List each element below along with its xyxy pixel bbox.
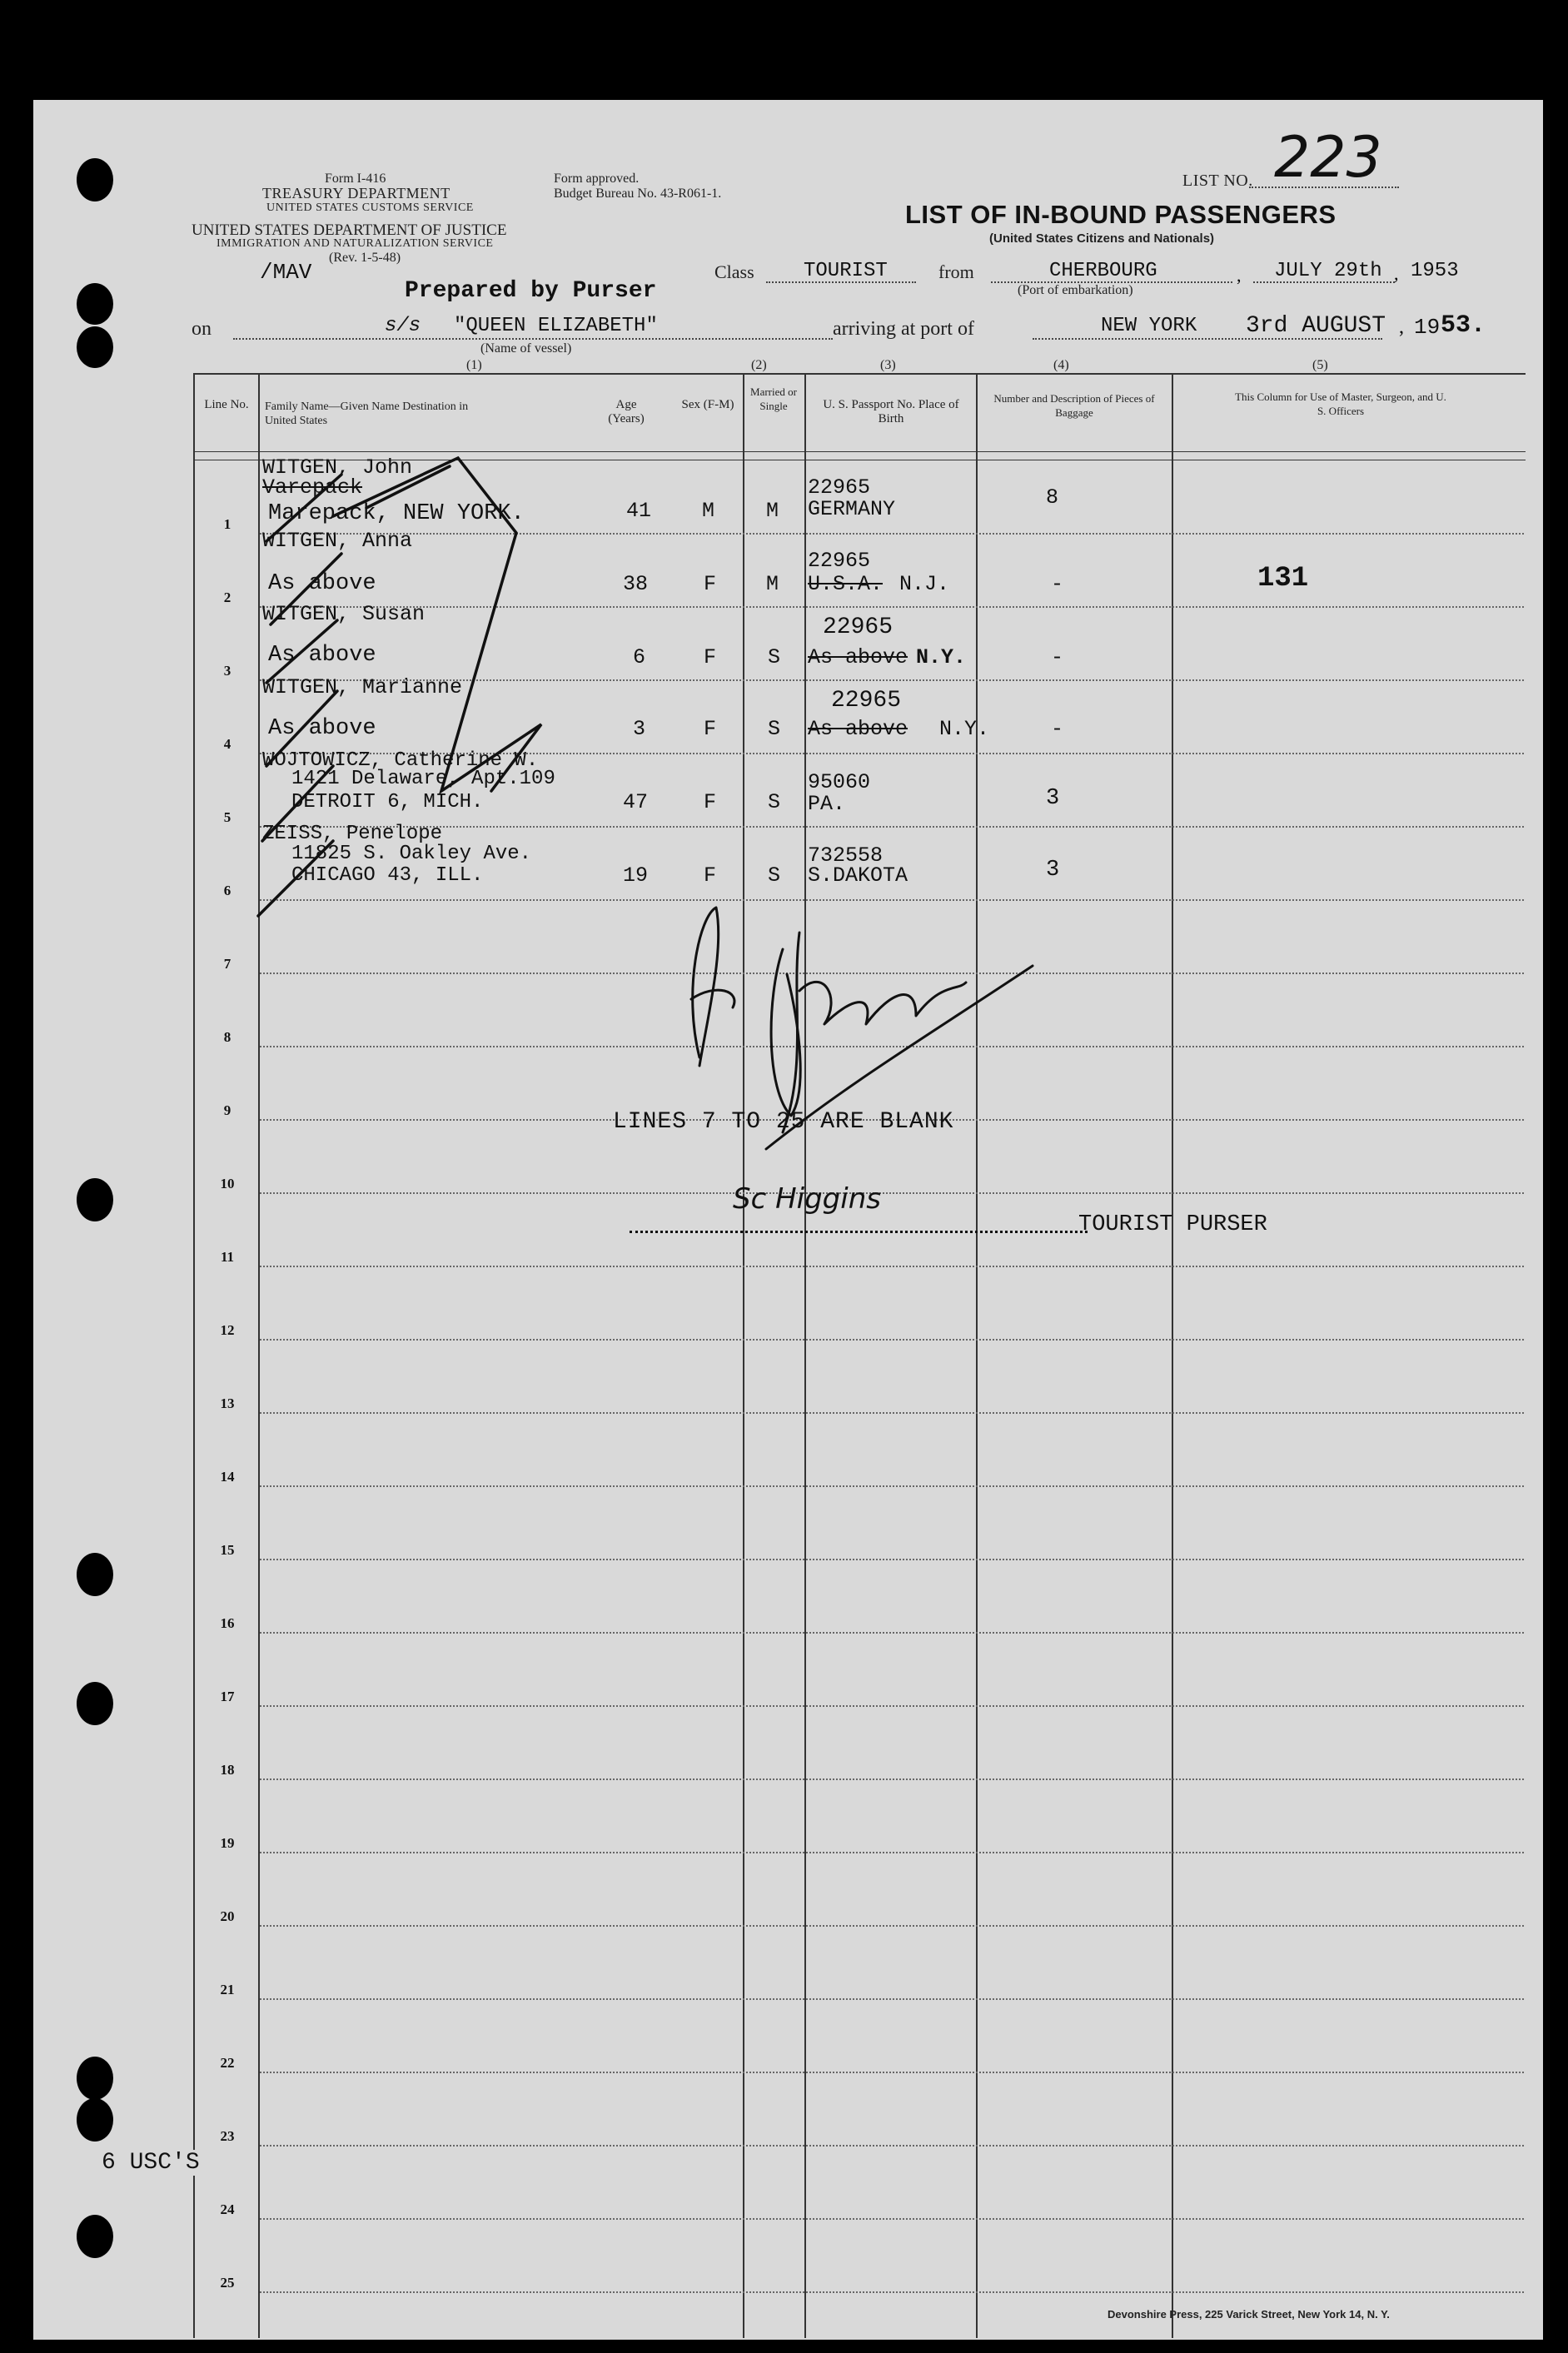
form-subtitle: (United States Citizens and Nationals) [989, 231, 1215, 246]
printer-imprint: Devonshire Press, 225 Varick Street, New York 14, N. Y. [1108, 2308, 1390, 2321]
passenger-city: CHICAGO 43, ILL. [291, 864, 484, 887]
passenger-age: 3 [633, 717, 646, 741]
arrival-year-suffix: 53. [1441, 311, 1486, 340]
column-divider [743, 373, 744, 2338]
form-approved: Form approved. [554, 172, 640, 186]
col-header-sex: Sex (F-M) [681, 398, 734, 411]
passport-number: 22965 [808, 549, 871, 573]
passenger-destination: Marepack, NEW YORK. [268, 501, 525, 526]
embarkation-date: JULY 29th [1274, 260, 1382, 282]
embarkation-port: CHERBOURG [1049, 260, 1157, 282]
passenger-age: 47 [623, 790, 649, 814]
vessel-prefix: s/s [385, 315, 421, 337]
passport-number: 732558 [808, 843, 884, 868]
passenger-city: DETROIT 6, MICH. [291, 791, 484, 813]
line-number: 5 [223, 809, 231, 825]
form-revision: (Rev. 1-5-48) [329, 251, 401, 265]
passenger-age: 6 [633, 645, 646, 669]
passenger-destination: 1421 Delaware, Apt.109 [291, 768, 555, 790]
row-line [260, 2145, 1524, 2147]
row-line [260, 1339, 1524, 1341]
line-number: 25 [220, 2275, 235, 2291]
col-header-name: Family Name—Given Name Destination in United States [265, 400, 469, 427]
line-number: 4 [223, 736, 231, 752]
line-number: 9 [223, 1102, 231, 1118]
line-number: 2 [223, 589, 231, 605]
binder-hole [77, 326, 113, 368]
col-header-line: Line No. [204, 398, 249, 411]
line-number: 11 [220, 1249, 235, 1265]
binder-hole [77, 158, 113, 201]
binder-hole [77, 1682, 113, 1725]
line-number: 23 [220, 2128, 235, 2144]
line-number: 15 [220, 1542, 235, 1558]
passenger-destination: As above [268, 716, 376, 741]
passport-number: 22965 [808, 475, 871, 500]
comma: , [1237, 265, 1242, 286]
arrival-year-prefix: 19 [1414, 315, 1441, 340]
budget-bureau: Budget Bureau No. 43-R061-1. [554, 187, 722, 201]
column-number: (2) [751, 358, 767, 372]
comma: , [1399, 316, 1404, 338]
place-of-birth: PA. [808, 792, 846, 816]
passport-number: 22965 [831, 688, 902, 714]
struck-destination: Varepack [262, 475, 363, 500]
struck-birth: U.S.A. [808, 572, 884, 596]
place-of-birth: N.Y. [939, 717, 990, 741]
table-left-border [193, 373, 195, 2338]
row-line [260, 2072, 1524, 2073]
line-number: 1 [223, 516, 231, 532]
passenger-destination: 11825 S. Oakley Ave. [291, 843, 532, 865]
line-number: 14 [220, 1469, 235, 1485]
line-number: 17 [220, 1689, 235, 1704]
place-of-birth: S.DAKOTA [808, 863, 908, 888]
baggage-count: 8 [1046, 485, 1059, 510]
arriving-label: arriving at port of [833, 318, 974, 340]
line-number: 8 [223, 1029, 231, 1045]
passenger-sex: F [704, 645, 717, 669]
struck-birth: As above [808, 717, 908, 741]
passenger-name: WITGEN, Susan [262, 602, 426, 626]
line-number: 12 [220, 1322, 235, 1338]
line-number: 16 [220, 1615, 235, 1631]
line-number: 24 [220, 2201, 235, 2217]
baggage-count: - [1051, 645, 1064, 669]
purser-signature: Sc Higgins [733, 1182, 881, 1216]
passenger-sex: F [704, 572, 717, 596]
passenger-name: WITGEN, Marianne [262, 675, 463, 699]
line-number: 10 [220, 1176, 235, 1191]
from-label: from [938, 261, 974, 282]
passenger-marital: M [766, 499, 779, 523]
passport-number: 95060 [808, 770, 871, 794]
passenger-destination: As above [268, 571, 376, 596]
struck-birth: As above [808, 645, 908, 669]
place-of-birth: GERMANY [808, 497, 896, 521]
passenger-sex: F [704, 717, 717, 741]
list-no-label: LIST NO. [1182, 172, 1253, 190]
row-line [260, 1412, 1524, 1414]
col-header-passport: U. S. Passport No. Place of Birth [823, 398, 959, 425]
passenger-sex: F [704, 790, 717, 814]
passenger-marital: S [768, 717, 781, 741]
passenger-marital: S [768, 645, 781, 669]
col-header-officers: This Column for Use of Master, Surgeon, and U. S. Officers [1235, 391, 1446, 417]
column-divider [804, 373, 806, 2338]
class-label: Class [714, 261, 754, 282]
vessel-underline [233, 338, 833, 340]
row-line [260, 1632, 1524, 1634]
line-number: 13 [220, 1395, 235, 1411]
passenger-age: 19 [623, 863, 649, 888]
blank-lines-note: LINES 7 TO 25 ARE BLANK [613, 1109, 954, 1135]
passenger-age: 38 [623, 572, 649, 596]
officer-note: 131 [1257, 563, 1309, 594]
col-header-age: Age (Years) [608, 398, 645, 425]
passenger-sex: M [702, 499, 715, 523]
passenger-age: 41 [626, 499, 652, 523]
binder-hole [77, 2098, 113, 2142]
purser-title: TOURIST PURSER [1078, 1212, 1267, 1237]
baggage-count: - [1051, 572, 1064, 596]
prepared-by: Prepared by Purser [405, 278, 657, 304]
row-line [260, 1485, 1524, 1487]
line-number: 7 [223, 956, 231, 972]
arrival-date: 3rd AUGUST [1246, 313, 1386, 339]
class-value: TOURIST [804, 260, 888, 282]
passenger-sex: F [704, 863, 717, 888]
form-number: Form I-416 [325, 172, 386, 186]
margin-note: 6 USC'S [102, 2150, 200, 2176]
row-line [260, 1778, 1524, 1780]
row-line [260, 2291, 1524, 2293]
row-line [260, 2218, 1524, 2220]
line-number: 6 [223, 883, 231, 898]
row-line [260, 1266, 1524, 1267]
comma: , [1394, 263, 1399, 284]
row-line [260, 1998, 1524, 2000]
line-number: 18 [220, 1762, 235, 1778]
manifest-sheet [33, 100, 1543, 2340]
row-line [260, 1192, 1524, 1194]
place-of-birth: N.Y. [916, 645, 967, 669]
binder-hole [77, 1553, 113, 1596]
line-number: 19 [220, 1835, 235, 1851]
handwritten-check-marks [241, 408, 625, 1007]
binder-hole [77, 2215, 113, 2258]
passport-number: 22965 [823, 614, 894, 640]
col-header-married: Married or Single [750, 386, 797, 412]
line-number: 3 [223, 663, 231, 679]
row-line [260, 1925, 1524, 1927]
row-line [260, 1559, 1524, 1560]
column-number: (5) [1312, 358, 1328, 372]
passenger-marital: S [768, 863, 781, 888]
vessel-name: "QUEEN ELIZABETH" [454, 315, 658, 337]
binder-hole [77, 1178, 113, 1221]
vessel-caption: (Name of vessel) [480, 341, 572, 356]
on-label: on [192, 318, 212, 340]
arrival-port: NEW YORK [1101, 315, 1197, 337]
treasury-department: TREASURY DEPARTMENT [262, 185, 450, 201]
column-number: (4) [1053, 358, 1069, 372]
list-no-value: 223 [1274, 125, 1382, 191]
embarkation-caption: (Port of embarkation) [1018, 283, 1133, 297]
embarkation-year: 1953 [1411, 260, 1459, 282]
row-line [260, 1852, 1524, 1853]
passenger-name: WOJTOWICZ, Catherine W. [262, 749, 539, 772]
passenger-destination: As above [268, 643, 376, 668]
column-divider [976, 373, 978, 2338]
baggage-count: 3 [1046, 858, 1060, 883]
binder-hole [77, 283, 113, 325]
department-of-justice: UNITED STATES DEPARTMENT OF JUSTICE [192, 221, 507, 239]
line-number: 21 [220, 1982, 235, 1997]
table-top-border [193, 373, 1526, 375]
passenger-name: ZEISS, Penelope [262, 823, 443, 845]
form-title: LIST OF IN-BOUND PASSENGERS [905, 200, 1337, 229]
column-number: (1) [466, 358, 482, 372]
passenger-marital: S [768, 790, 781, 814]
passenger-marital: M [766, 572, 779, 596]
passenger-name: WITGEN, John [262, 455, 413, 480]
column-number: (3) [880, 358, 896, 372]
baggage-count: - [1051, 717, 1064, 741]
row-line [260, 1705, 1524, 1707]
passenger-name: WITGEN, Anna [262, 529, 413, 553]
binder-hole [77, 2057, 113, 2100]
customs-service: UNITED STATES CUSTOMS SERVICE [266, 201, 474, 214]
line-number: 20 [220, 1908, 235, 1924]
signature-line [630, 1231, 1088, 1233]
ins-service: IMMIGRATION AND NATURALIZATION SERVICE [217, 237, 494, 250]
column-divider [1172, 373, 1173, 2338]
place-of-birth: N.J. [899, 572, 950, 596]
baggage-count: 3 [1046, 786, 1060, 811]
line-number: 22 [220, 2055, 235, 2071]
clerk-initials: /MAV [260, 260, 312, 285]
col-header-baggage: Number and Description of Pieces of Baggage [993, 392, 1155, 419]
